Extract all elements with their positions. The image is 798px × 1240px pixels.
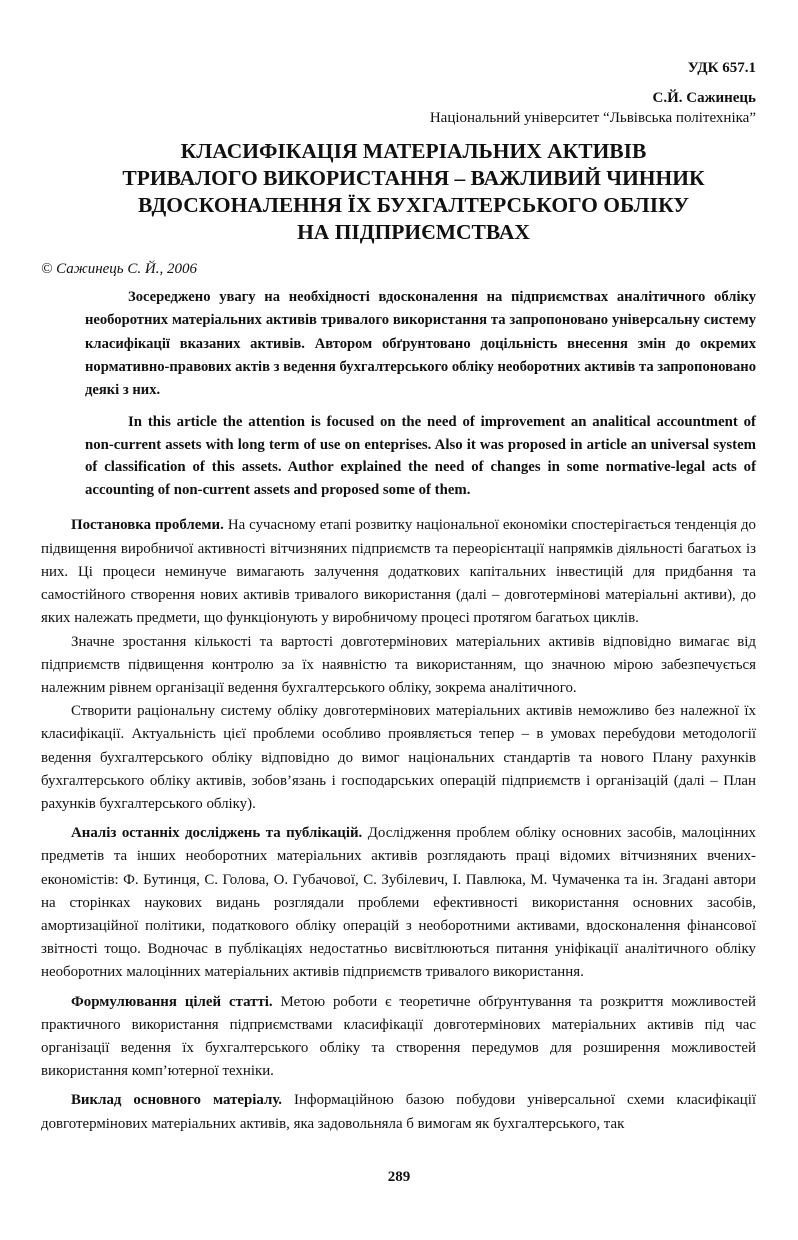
title-line: ВДОСКОНАЛЕННЯ ЇХ БУХГАЛТЕРСЬКОГО ОБЛІКУ [137,193,690,217]
section-goals-paragraph [41,991,756,1084]
section-problem-text: На сучасному етапі розвитку національної економіки спостерігається тенденція до підвищення виробничої активності вітчизняних підприємств та переорієнтації напрямків діяльності багатьох із них. Ці процеси неминуче вимагають залучення додаткових капітальних інвестицій для придбання та самостійного створення нових активів тривалого використання (далі – довготермінові матеріальні активи), до яких належать предмети, що функціонують у виробничому процесі протягом багатьох циклів. [41,517,756,627]
copyright-line: © Сажинець С. Й., 2006 [41,261,197,277]
body-paragraph: Створити раціональну систему обліку довготермінових матеріальних активів неможливо без належної їх класифікації. Актуальність цієї проблеми особливо проявляється тепер – в умовах перебудови методології ведення бухгалтерського обліку відповідно до вимог національних стандартів та нового Плану рахунків бухгалтерського обліку активів, зобов’язань і господарських операцій підприємств і організацій (далі – План рахунків бухгалтерського обліку). [41,703,756,812]
section-heading-analysis: Аналіз останніх досліджень та публікацій. [71,825,363,842]
section-analysis-text: Дослідження проблем обліку основних засобів, малоцінних предметів та інших необоротних матеріальних активів розглядають праці відомих вітчизняних вчених-економістів: Ф. Бутинця, С. Голова, О. Губачової, С. Зубілевич, І. Павлюка, М. Чумаченка та ін. Згадані автори на сторінках наукових видань розглядали проблеми ефективності використання основних засобів, амортизаційної політики, податкового обліку операцій з необоротними активами, вдосконалення фінансової звітності тощо. Водночас в публікаціях недостатньо висвітлюються питання уніфікації аналітичного обліку необоротних малоцінних матеріальних активів підприємств тривалого використання. [41,825,756,981]
section-heading-goals: Формулювання цілей статті. [71,993,273,1010]
section-goals-text: Метою роботи є теоретичне обґрунтування та розкриття можливостей практичного використання підприємствами класифікації довготермінових матеріальних активів під час організації ведення їх бухгалтерського обліку та створення передумов для розширення можливостей використання комп’ютерної техніки. [41,993,756,1080]
article-title [67,138,760,246]
section-main-text: Інформаційною базою побудови універсальної схеми класифікації довготермінових матеріальних активів, яка задовольняла б вимогам як бухгалтерського, так [41,1092,756,1132]
article-page [41,58,760,1136]
body-paragraph: Значне зростання кількості та вартості довготермінових матеріальних активів відповідно вимагає від підприємств підвищення контролю за їх наявністю та використанням, що значною мірою забезпечується належним рівнем організації ведення бухгалтерського обліку, зокрема аналітичного. [41,633,756,696]
abstract-ukrainian: Зосереджено увагу на необхідності вдосконалення на підприємствах аналітичного обліку необоротних матеріальних активів тривалого використання та запропоновано універсальну систему класифікації вказаних активів. Автором обґрунтовано доцільність внесення змін до окремих нормативно-правових актів з ведення бухгалтерського обліку необоротних активів та запропоновано деякі з них. [85,289,756,399]
section-analysis-paragraph [41,822,756,984]
udk-code: УДК 657.1 [687,60,756,76]
author-name: С.Й. Сажинець [652,90,756,106]
abstract-english: In this article the attention is focused on the need of improvement an analitical accountment of non-current assets with long term of use on enteprises. Also it was proposed in article an universal system of classification of this assets. Author explained the need of changes in some normative-legal acts of accounting of non-current assets and proposed some of them. [85,414,756,498]
title-line: КЛАСИФІКАЦІЯ МАТЕРІАЛЬНИХ АКТИВІВ [180,139,647,163]
page-number: 289 [387,1169,411,1185]
affiliation: Національний університет “Львівська політехніка” [429,110,756,126]
section-main-paragraph [41,1089,756,1135]
section-problem-paragraph [41,514,756,630]
section-heading-main: Виклад основного матеріалу. [71,1092,283,1109]
title-line: НА ПІДПРИЄМСТВАХ [297,220,530,244]
title-line: ТРИВАЛОГО ВИКОРИСТАННЯ – ВАЖЛИВИЙ ЧИННИК [122,166,705,190]
section-heading-problem: Постановка проблеми. [71,517,224,534]
